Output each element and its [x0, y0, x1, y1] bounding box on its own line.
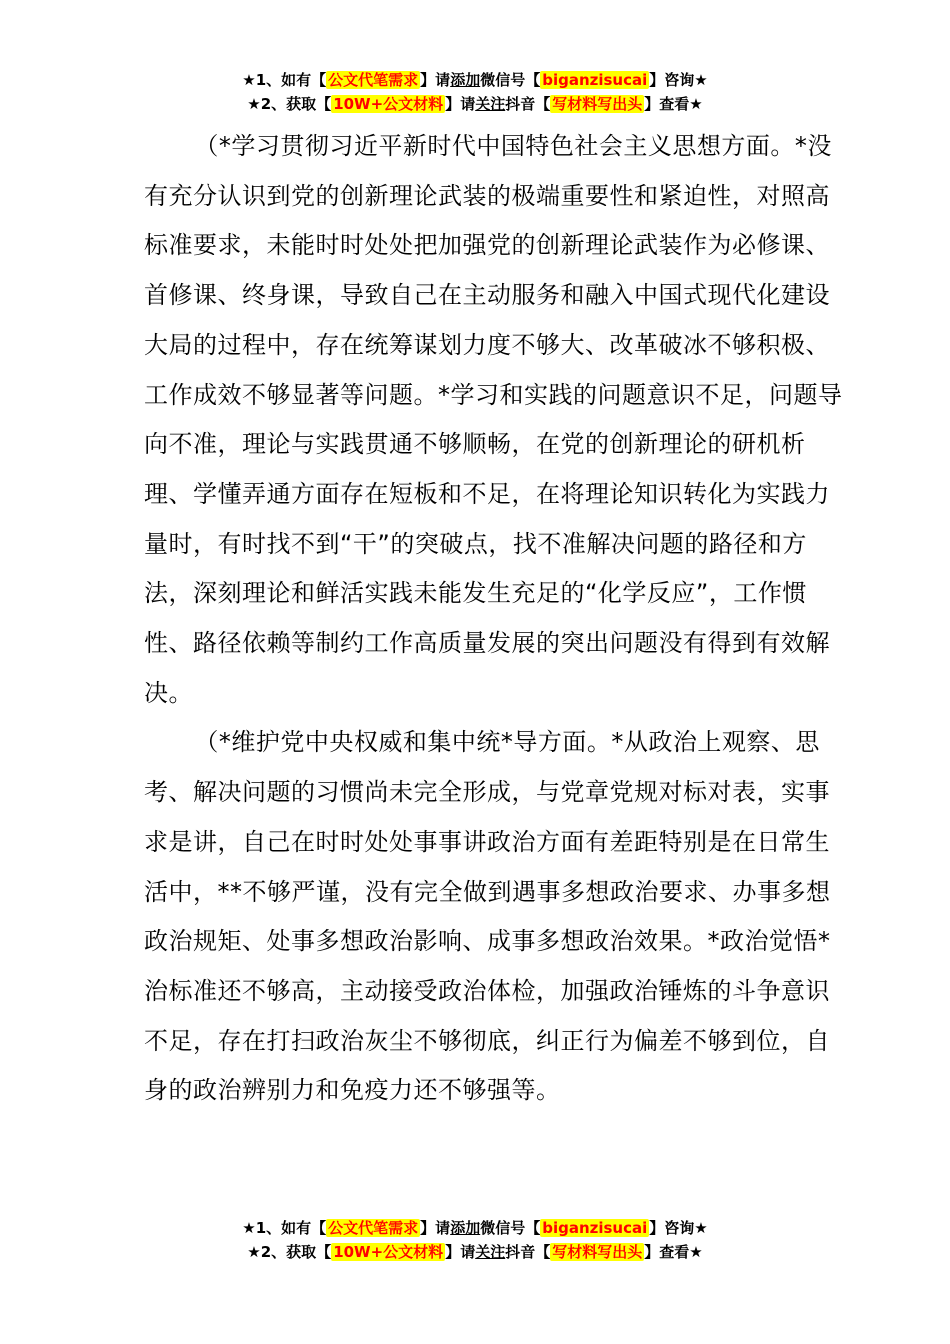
banner-text: ★1、如有【: [242, 1219, 327, 1237]
banner-line-2: [0, 1240, 950, 1264]
highlight-materials: 10W+公文材料: [333, 1243, 444, 1261]
underlined-text: 添加: [450, 1219, 481, 1237]
banner-text: 】请: [445, 95, 476, 113]
banner-text: 】查看★: [644, 95, 703, 113]
banner-text: 】请: [420, 71, 451, 89]
document-body: [144, 122, 844, 1116]
underlined-text: 添加: [450, 71, 481, 89]
banner-line-1: [0, 1216, 950, 1240]
banner-text: 抖音【: [505, 95, 551, 113]
banner-text: 】咨询★: [649, 71, 708, 89]
banner-text: ★1、如有【: [242, 71, 327, 89]
banner-text: 微信号【: [480, 1219, 541, 1237]
highlight-service: 公文代笔需求: [328, 71, 419, 89]
banner-text: 微信号【: [480, 71, 541, 89]
underlined-text: 关注: [475, 1243, 506, 1261]
banner-text: 】请: [420, 1219, 451, 1237]
banner-line-2: [0, 92, 950, 116]
highlight-materials: 10W+公文材料: [333, 95, 444, 113]
highlight-wechat-id: biganzisucai: [542, 1219, 648, 1237]
top-banner: [0, 68, 950, 116]
banner-line-1: [0, 68, 950, 92]
banner-text: 】咨询★: [649, 1219, 708, 1237]
paragraph-party-authority: （*维护党中央权威和集中统*导方面。*从政治上观察、思考、解决问题的习惯尚未完全形成，与党章党规对标对表，实事求是讲，自己在时时处处事事讲政治方面有差距特别是在日常生活中，**不够严谨，没有完全做到遇事多想政治要求、办事多想政治规矩、处事多想政治影响、成事多想政治效果。*政治觉悟*治标准还不够高，主动接受政治体检，加强政治锤炼的斗争意识不足，存在打扫政治灰尘不够彻底，纠正行为偏差不够到位，自身的政治辨别力和免疫力还不够强等。: [144, 728, 831, 1105]
banner-text: 抖音【: [505, 1243, 551, 1261]
highlight-service: 公文代笔需求: [328, 1219, 419, 1237]
underlined-text: 关注: [475, 95, 506, 113]
banner-text: 】请: [445, 1243, 476, 1261]
banner-text: 】查看★: [644, 1243, 703, 1261]
highlight-douyin-id: 写材料写出头: [552, 1243, 643, 1261]
paragraph-study-thought: （*学习贯彻习近平新时代中国特色社会主义思想方面。*没有充分认识到党的创新理论武装的极端重要性和紧迫性，对照高标准要求，未能时时处处把加强党的创新理论武装作为必修课、首修课、终身课，导致自己在主动服务和融入中国式现代化建设大局的过程中，存在统筹谋划力度不够大、改革破冰不够积极、工作成效不够显著等问题。*学习和实践的问题意识不足，问题导向不准，理论与实践贯通不够顺畅，在党的创新理论的研机析理、学懂弄通方面存在短板和不足，在将理论知识转化为实践力量时，有时找不到“干”的突破点，找不准解决问题的路径和方法，深刻理论和鲜活实践未能发生充足的“化学反应”，工作惯性、路径依赖等制约工作高质量发展的突出问题没有得到有效解决。: [144, 132, 843, 707]
banner-text: ★2、获取【: [247, 95, 332, 113]
banner-text: ★2、获取【: [247, 1243, 332, 1261]
highlight-douyin-id: 写材料写出头: [552, 95, 643, 113]
bottom-banner: [0, 1216, 950, 1264]
highlight-wechat-id: biganzisucai: [542, 71, 648, 89]
